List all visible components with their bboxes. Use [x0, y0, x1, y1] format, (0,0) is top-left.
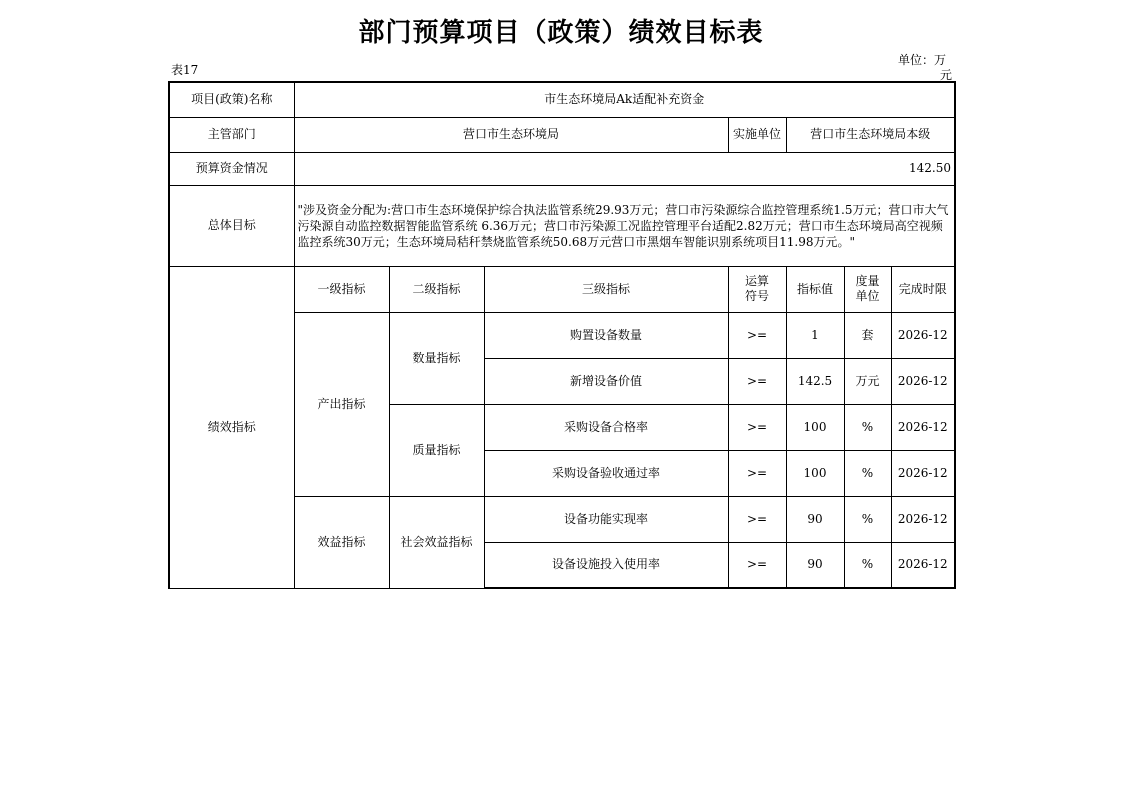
- indicator-value: 100: [786, 404, 844, 450]
- project-name-row: [169, 82, 955, 117]
- indicator-operator: >=: [728, 450, 786, 496]
- budget-label: 预算资金情况: [169, 152, 294, 185]
- indicator-value: 100: [786, 450, 844, 496]
- indicator-operator: >=: [728, 404, 786, 450]
- header-unit: [844, 266, 891, 312]
- indicator-header-row: [169, 266, 955, 312]
- unit-note: [898, 53, 954, 83]
- indicator-operator: >=: [728, 358, 786, 404]
- project-name-value: 市生态环境局Ak适配补充资金: [294, 82, 955, 117]
- indicator-deadline: 2026-12: [891, 496, 955, 542]
- department-row: [169, 117, 955, 152]
- group-social: 社会效益指标: [389, 496, 484, 588]
- indicator-deadline: 2026-12: [891, 450, 955, 496]
- department-label: 主管部门: [169, 117, 294, 152]
- header-operator-line1: 运算: [744, 274, 769, 288]
- header-unit-line1: 度量: [855, 274, 880, 288]
- header-deadline: 完成时限: [891, 266, 955, 312]
- page-title: 部门预算项目（政策）绩效目标表: [358, 18, 764, 48]
- indicator-operator: >=: [728, 542, 786, 588]
- implementing-unit-label: 实施单位: [728, 117, 786, 152]
- header-value: 指标值: [786, 266, 844, 312]
- overall-goal-row: [169, 185, 955, 266]
- budget-value: 142.50: [294, 152, 955, 185]
- performance-indicators-label: 绩效指标: [169, 266, 294, 588]
- group-output: 产出指标: [294, 312, 389, 496]
- header-operator: [728, 266, 786, 312]
- header-level1: 一级指标: [294, 266, 389, 312]
- indicator-deadline: 2026-12: [891, 358, 955, 404]
- indicator-operator: >=: [728, 312, 786, 358]
- indicator-unit: 万元: [844, 358, 891, 404]
- header-operator-line2: 符号: [744, 289, 769, 303]
- indicator-operator: >=: [728, 496, 786, 542]
- indicator-value: 1: [786, 312, 844, 358]
- header-unit-line2: 单位: [855, 289, 880, 303]
- group-quantity: 数量指标: [389, 312, 484, 404]
- indicator-unit: %: [844, 404, 891, 450]
- unit-tail: 元: [939, 68, 952, 82]
- unit-label: 单位：万: [898, 53, 947, 67]
- indicator-name: 新增设备价值: [484, 358, 728, 404]
- indicator-deadline: 2026-12: [891, 312, 955, 358]
- indicator-unit: %: [844, 542, 891, 588]
- indicator-value: 90: [786, 496, 844, 542]
- indicator-name: 设备设施投入使用率: [484, 542, 728, 588]
- indicator-value: 90: [786, 542, 844, 588]
- indicator-deadline: 2026-12: [891, 542, 955, 588]
- header-level3: 三级指标: [484, 266, 728, 312]
- header-level2: 二级指标: [389, 266, 484, 312]
- overall-goal-text: "涉及资金分配为:营口市生态环境保护综合执法监管系统29.93万元；营口市污染源综合监控管理系统1.5万元；营口市大气污染源自动监控数据智能监管系统 6.36万元；营口市污染源工况监控管理平台适配2.82万元；营口市生态环境局高空视频监控系统30万元；生态环境局秸秆禁烧监管系统50.68万元营口市黑烟车智能识别系统项目11.98万元。": [294, 185, 955, 266]
- indicator-name: 购置设备数量: [484, 312, 728, 358]
- indicator-name: 设备功能实现率: [484, 496, 728, 542]
- indicator-unit: %: [844, 496, 891, 542]
- table-number: 表17: [171, 63, 199, 77]
- budget-row: [169, 152, 955, 185]
- indicator-unit: %: [844, 450, 891, 496]
- indicator-name: 采购设备验收通过率: [484, 450, 728, 496]
- indicator-name: 采购设备合格率: [484, 404, 728, 450]
- performance-target-table: [168, 81, 956, 589]
- implementing-unit-value: 营口市生态环境局本级: [786, 117, 955, 152]
- group-quality: 质量指标: [389, 404, 484, 496]
- indicator-value: 142.5: [786, 358, 844, 404]
- indicator-deadline: 2026-12: [891, 404, 955, 450]
- project-name-label: 项目(政策)名称: [169, 82, 294, 117]
- group-benefit: 效益指标: [294, 496, 389, 588]
- indicator-unit: 套: [844, 312, 891, 358]
- overall-goal-label: 总体目标: [169, 185, 294, 266]
- department-value: 营口市生态环境局: [294, 117, 728, 152]
